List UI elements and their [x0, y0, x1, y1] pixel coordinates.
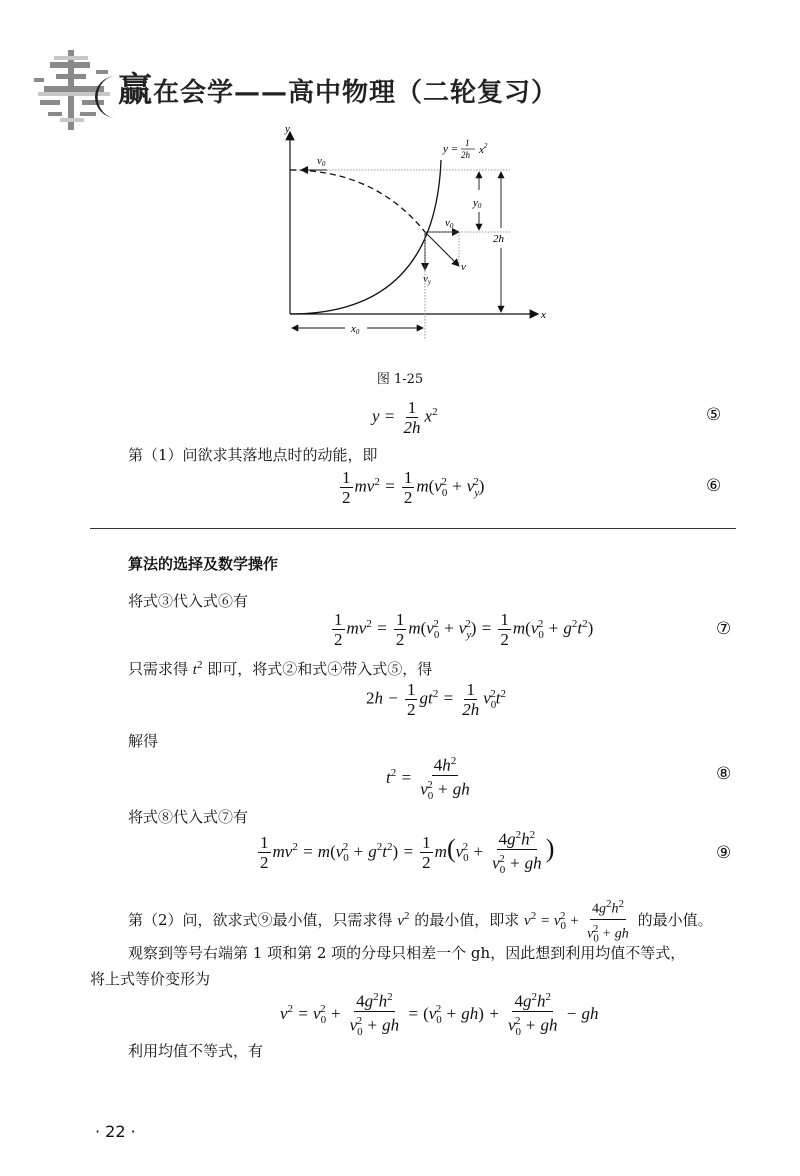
need-t2-text-b: 即可，将式②和式④带入式⑤，得: [202, 660, 433, 678]
equation-8: $t^2$ = $\frac{4h^2}{v_0^2 + gh}$: [386, 752, 474, 806]
x-axis-label: x: [541, 309, 546, 321]
paragraph-need-t2: 只需求得 $t^2$ 即可，将式②和式④带入式⑤，得: [128, 659, 433, 678]
page-number: · 22 ·: [95, 1122, 136, 1141]
equation-5: y = $\frac{1}{2h}$ $x^2$: [372, 398, 438, 437]
q2-text-c: 的最小值。: [632, 910, 713, 929]
book-logo-icon: [30, 48, 120, 133]
2h-label: 2h: [493, 233, 504, 245]
vy-label: vy: [423, 273, 431, 286]
v0-point-label: v0: [445, 217, 454, 230]
paragraph-use-inequality: 利用均值不等式，有: [128, 1042, 264, 1060]
equation-7: $\frac{1}{2}$ $mv^2$ = $\frac{1}{2}$ $m(v_0^2 + v_y^2)$ = $\frac{1}{2}$ $m(v_0^2 + g^2t^2)$: [334, 610, 594, 649]
equation-number-8: ⑧: [716, 764, 732, 784]
need-t2-text-a: 只需求得: [128, 660, 193, 678]
trajectory-dashed: [290, 170, 425, 232]
paragraph-q2: 第（2）问，欲求式⑨最小值，只需求得 $v^2$ 的最小值，即求 $v^2 = v_0^2$ + $\frac{4g^2h^2}{v_0^2 + gh}$ 的最小值。: [128, 895, 713, 948]
v0-top-label: v0: [317, 155, 326, 168]
equation-6: $\frac{1}{2}$ $mv^2$ = $\frac{1}{2}$ $m(v_0^2 + v_y^2)$: [342, 468, 485, 507]
v-label: v: [461, 261, 466, 273]
paragraph-observe-line1: 观察到等号右端第 1 项和第 2 项的分母只相差一个 gh，因此想到利用均值不等式，: [128, 944, 686, 962]
curve-label-num: 1: [465, 138, 470, 148]
book-title-rest: 在会学——高中物理（二轮复习）: [153, 78, 559, 108]
paragraph-q1: 第（1）问欲求其落地点时的动能，即: [128, 446, 378, 464]
paragraph-sub-8-7: 将式⑧代入式⑦有: [128, 808, 249, 826]
equation-transformed: $v^2 = v_0^2$ + $\frac{4g^2h^2}{v_0^2 + gh}$ = $(v_0^2 + gh)$ + $\frac{4g^2h^2}{v_0^2 + gh}$ − gh: [280, 988, 598, 1042]
paragraph-solve: 解得: [128, 732, 159, 750]
equation-number-5: ⑤: [706, 405, 722, 425]
parabola-curve: [290, 160, 441, 314]
q2-text-a: 第（2）问，欲求式⑨最小值，只需求得: [128, 910, 398, 929]
equation-number-6: ⑥: [706, 476, 722, 496]
y-axis-label: y: [285, 123, 290, 135]
equation-substituted: 2h − $\frac{1}{2}$ $gt^2$ = $\frac{1}{2h}$ $v_0^2t^2$: [366, 680, 506, 719]
y0-label: y0: [473, 197, 482, 210]
book-title: [118, 62, 558, 111]
figure-caption: 图 1-25: [376, 372, 424, 387]
paragraph-observe-line2: 将上式等价变形为: [90, 970, 211, 988]
section-divider: [90, 528, 736, 529]
q2-text-b: 的最小值，即求: [409, 910, 525, 929]
equation-9: $\frac{1}{2}$ $mv^2 = m(v_0^2 + g^2t^2)$ = $\frac{1}{2}$ $m(v_0^2$ + $\frac{4g^2h^2}{v_0^2 + gh}$ ): [256, 826, 554, 880]
curve-equation-label: y =: [443, 143, 459, 155]
equation-number-9: ⑨: [716, 843, 732, 863]
curve-label-den: 2h: [461, 150, 470, 160]
figure-1-25: [255, 120, 555, 360]
x0-label: x0: [351, 323, 360, 336]
curve-label-x: $x^2$: [479, 142, 488, 156]
equation-number-7: ⑦: [716, 619, 732, 639]
section-title: 算法的选择及数学操作: [128, 555, 279, 573]
paragraph-sub-3-6: 将式③代入式⑥有: [128, 592, 249, 610]
book-title-first-char: 赢: [118, 70, 153, 110]
